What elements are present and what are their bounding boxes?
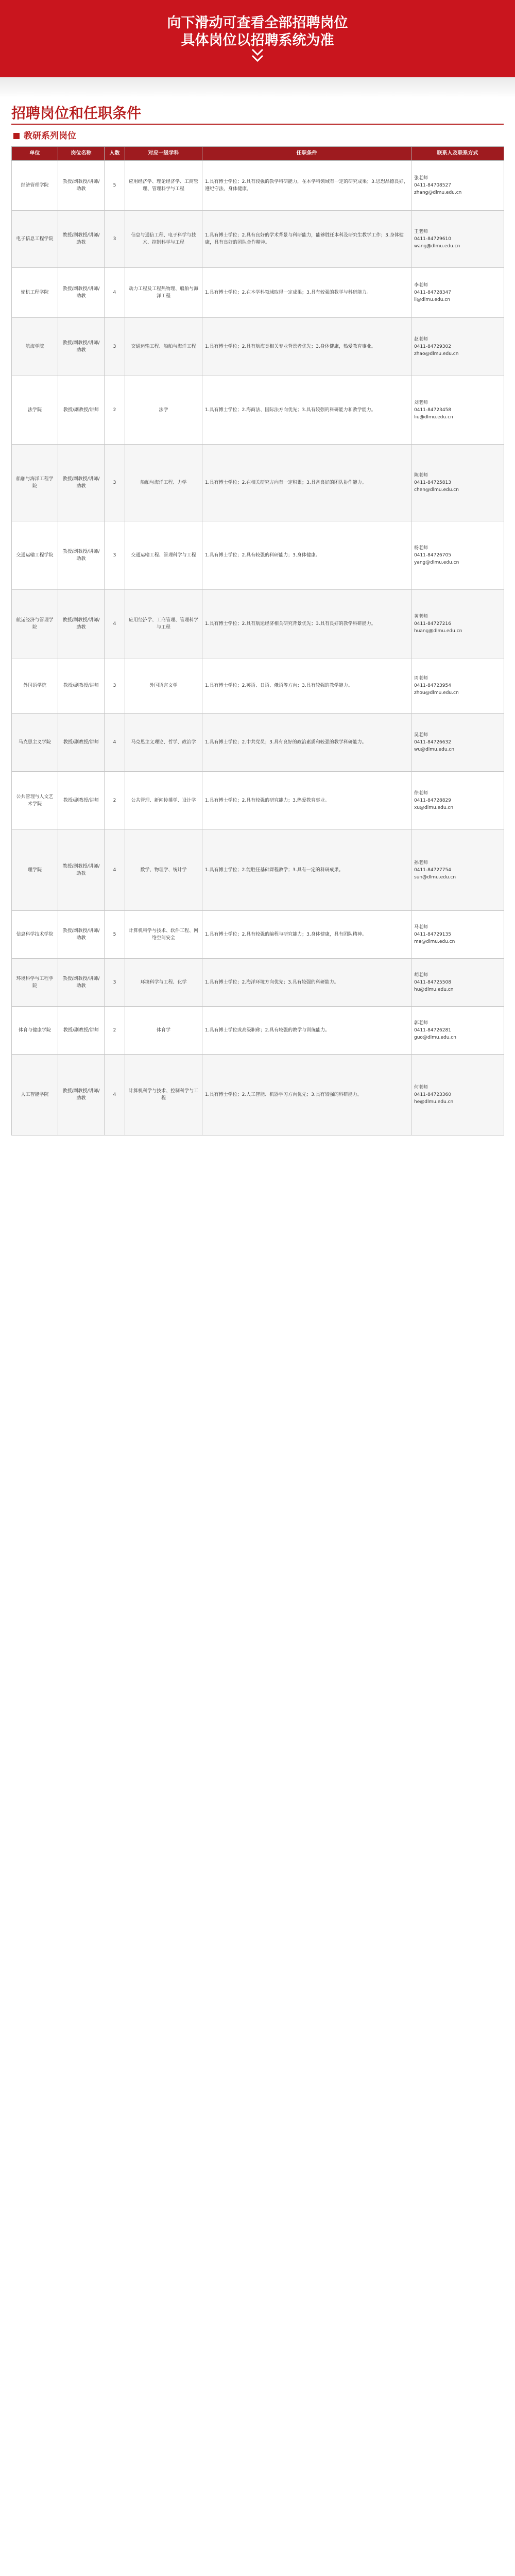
cell-count: 3 (105, 521, 125, 590)
table-row (12, 268, 504, 318)
cell-unit: 马克思主义学院 (12, 714, 58, 772)
square-bullet-icon (13, 133, 20, 139)
table-row (12, 376, 504, 445)
cell-contact: 黄老师 0411-84727216 huang@dlmu.edu.cn (411, 590, 504, 658)
cell-field: 体育学 (125, 1007, 202, 1055)
cell-field: 数学、物理学、统计学 (125, 830, 202, 911)
banner-line-1: 向下滑动可查看全部招聘岗位 (167, 15, 348, 31)
cell-requirements: 1.具有博士学位；2.在相关研究方向有一定积累；3.具备良好的团队协作能力。 (202, 445, 411, 521)
cell-count: 2 (105, 772, 125, 830)
cell-requirements: 1.具有博士学位；2.人工智能、机器学习方向优先；3.具有较强的科研能力。 (202, 1055, 411, 1136)
cell-contact: 马老师 0411-84729135 ma@dlmu.edu.cn (411, 911, 504, 959)
cell-count: 3 (105, 959, 125, 1007)
col-header-field: 对应一级学科 (125, 147, 202, 161)
cell-count: 4 (105, 268, 125, 318)
table-row (12, 590, 504, 658)
cell-requirements: 1.具有博士学位；2.具有航海类相关专业背景者优先；3.身体健康，热爱教育事业。 (202, 318, 411, 376)
table-row (12, 1007, 504, 1055)
table-row (12, 211, 504, 268)
cell-field: 计算机科学与技术、软件工程、网络空间安全 (125, 911, 202, 959)
jobs-table (11, 146, 504, 1136)
table-row (12, 911, 504, 959)
cell-contact: 陈老师 0411-84725813 chen@dlmu.edu.cn (411, 445, 504, 521)
cell-field: 动力工程及工程热物理、船舶与海洋工程 (125, 268, 202, 318)
cell-count: 5 (105, 161, 125, 211)
double-chevron-down-icon (247, 44, 268, 65)
cell-field: 应用经济学、工商管理、管理科学与工程 (125, 590, 202, 658)
cell-position: 教授/副教授/讲师/助教 (58, 1055, 105, 1136)
cell-unit: 电子信息工程学院 (12, 211, 58, 268)
cell-count: 5 (105, 911, 125, 959)
cell-field: 法学 (125, 376, 202, 445)
cell-field: 计算机科学与技术、控制科学与工程 (125, 1055, 202, 1136)
cell-requirements: 1.具有博士学位；2.具有较强的科研能力；3.身体健康。 (202, 521, 411, 590)
section-title: 招聘岗位和任职条件 (11, 105, 142, 122)
section-header (11, 103, 504, 126)
cell-contact: 周老师 0411-84723954 zhou@dlmu.edu.cn (411, 658, 504, 714)
cell-position: 教授/副教授/讲师/助教 (58, 445, 105, 521)
cell-position: 教授/副教授/讲师/助教 (58, 268, 105, 318)
cell-position: 教授/副教授/讲师 (58, 772, 105, 830)
banner-shadow (0, 77, 515, 98)
cell-contact: 刘老师 0411-84723458 liu@dlmu.edu.cn (411, 376, 504, 445)
cell-contact: 吴老师 0411-84726632 wu@dlmu.edu.cn (411, 714, 504, 772)
subsection-header (11, 130, 504, 143)
cell-count: 4 (105, 590, 125, 658)
cell-field: 船舶与海洋工程、力学 (125, 445, 202, 521)
table-row (12, 658, 504, 714)
cell-contact: 孙老师 0411-84727754 sun@dlmu.edu.cn (411, 830, 504, 911)
cell-field: 交通运输工程、船舶与海洋工程 (125, 318, 202, 376)
table-row (12, 830, 504, 911)
cell-unit: 人工智能学院 (12, 1055, 58, 1136)
cell-unit: 理学院 (12, 830, 58, 911)
cell-count: 4 (105, 714, 125, 772)
cell-unit: 轮机工程学院 (12, 268, 58, 318)
col-header-unit: 单位 (12, 147, 58, 161)
cell-unit: 法学院 (12, 376, 58, 445)
col-header-contact: 联系人及联系方式 (411, 147, 504, 161)
cell-field: 公共管理、新闻传播学、设计学 (125, 772, 202, 830)
col-header-position: 岗位名称 (58, 147, 105, 161)
cell-contact: 李老师 0411-84728347 li@dlmu.edu.cn (411, 268, 504, 318)
table-row (12, 445, 504, 521)
cell-requirements: 1.具有博士学位；2.具有航运经济相关研究背景优先；3.具有良好的教学科研能力。 (202, 590, 411, 658)
cell-contact: 张老师 0411-84708527 zhang@dlmu.edu.cn (411, 161, 504, 211)
table-row (12, 959, 504, 1007)
col-header-count: 人数 (105, 147, 125, 161)
table-row (12, 521, 504, 590)
table-header-row (12, 147, 504, 161)
cell-count: 3 (105, 445, 125, 521)
cell-unit: 航海学院 (12, 318, 58, 376)
cell-count: 2 (105, 1007, 125, 1055)
col-header-requirements: 任职条件 (202, 147, 411, 161)
cell-unit: 交通运输工程学院 (12, 521, 58, 590)
cell-unit: 经济管理学院 (12, 161, 58, 211)
cell-position: 教授/副教授/讲师 (58, 1007, 105, 1055)
cell-position: 教授/副教授/讲师/助教 (58, 161, 105, 211)
cell-unit: 航运经济与管理学院 (12, 590, 58, 658)
cell-unit: 公共管理与人文艺术学院 (12, 772, 58, 830)
cell-count: 3 (105, 318, 125, 376)
cell-contact: 徐老师 0411-84728829 xu@dlmu.edu.cn (411, 772, 504, 830)
cell-unit: 环境科学与工程学院 (12, 959, 58, 1007)
cell-position: 教授/副教授/讲师/助教 (58, 959, 105, 1007)
cell-count: 3 (105, 211, 125, 268)
cell-count: 2 (105, 376, 125, 445)
cell-position: 教授/副教授/讲师/助教 (58, 521, 105, 590)
cell-position: 教授/副教授/讲师/助教 (58, 590, 105, 658)
cell-unit: 船舶与海洋工程学院 (12, 445, 58, 521)
cell-contact: 王老师 0411-84729610 wang@dlmu.edu.cn (411, 211, 504, 268)
cell-position: 教授/副教授/讲师/助教 (58, 318, 105, 376)
cell-requirements: 1.具有博士学位；2.具有较强的教学科研能力，在本学科领域有一定的研究成果；3.思想品德良好，遵纪守法，身体健康。 (202, 161, 411, 211)
cell-field: 马克思主义理论、哲学、政治学 (125, 714, 202, 772)
cell-field: 环境科学与工程、化学 (125, 959, 202, 1007)
cell-requirements: 1.具有博士学位；2.英语、日语、俄语等方向；3.具有较强的教学能力。 (202, 658, 411, 714)
cell-requirements: 1.具有博士学位；2.中共党员；3.具有良好的政治素质和较强的教学科研能力。 (202, 714, 411, 772)
cell-unit: 体育与健康学院 (12, 1007, 58, 1055)
cell-requirements: 1.具有博士学位；2.在本学科领域取得一定成果；3.具有较强的教学与科研能力。 (202, 268, 411, 318)
cell-position: 教授/副教授/讲师/助教 (58, 830, 105, 911)
cell-unit: 外国语学院 (12, 658, 58, 714)
table-row (12, 318, 504, 376)
cell-requirements: 1.具有博士学位；2.能胜任基础课程教学；3.具有一定的科研成果。 (202, 830, 411, 911)
cell-contact: 杨老师 0411-84726705 yang@dlmu.edu.cn (411, 521, 504, 590)
cell-field: 外国语言文学 (125, 658, 202, 714)
cell-requirements: 1.具有博士学位；2.海洋环境方向优先；3.具有较强的科研能力。 (202, 959, 411, 1007)
table-row (12, 772, 504, 830)
cell-contact: 郭老师 0411-84726281 guo@dlmu.edu.cn (411, 1007, 504, 1055)
cell-count: 4 (105, 830, 125, 911)
cell-position: 教授/副教授/讲师/助教 (58, 911, 105, 959)
cell-count: 4 (105, 1055, 125, 1136)
cell-field: 信息与通信工程、电子科学与技术、控制科学与工程 (125, 211, 202, 268)
cell-position: 教授/副教授/讲师 (58, 376, 105, 445)
cell-requirements: 1.具有博士学位或高级职称；2.具有较强的教学与训练能力。 (202, 1007, 411, 1055)
cell-field: 应用经济学、理论经济学、工商管理、管理科学与工程 (125, 161, 202, 211)
cell-requirements: 1.具有博士学位；2.具有较强的编程与研究能力；3.身体健康，具有团队精神。 (202, 911, 411, 959)
cell-field: 交通运输工程、管理科学与工程 (125, 521, 202, 590)
cell-count: 3 (105, 658, 125, 714)
cell-requirements: 1.具有博士学位；2.具有较强的研究能力；3.热爱教育事业。 (202, 772, 411, 830)
cell-position: 教授/副教授/讲师/助教 (58, 211, 105, 268)
cell-unit: 信息科学技术学院 (12, 911, 58, 959)
section-divider (11, 124, 504, 125)
top-banner (0, 0, 515, 77)
table-row (12, 714, 504, 772)
banner-line-2: 具体岗位以招聘系统为准 (181, 32, 334, 48)
subsection-title: 教研系列岗位 (24, 131, 76, 141)
table-row (12, 161, 504, 211)
cell-requirements: 1.具有博士学位；2.海商法、国际法方向优先；3.具有较强的科研能力和教学能力。 (202, 376, 411, 445)
cell-contact: 赵老师 0411-84729302 zhao@dlmu.edu.cn (411, 318, 504, 376)
cell-position: 教授/副教授/讲师 (58, 658, 105, 714)
cell-requirements: 1.具有博士学位；2.具有良好的学术背景与科研能力，能够胜任本科及研究生教学工作；3.身体健康，具有良好的团队合作精神。 (202, 211, 411, 268)
cell-position: 教授/副教授/讲师 (58, 714, 105, 772)
table-row (12, 1055, 504, 1136)
cell-contact: 胡老师 0411-84725508 hu@dlmu.edu.cn (411, 959, 504, 1007)
cell-contact: 何老师 0411-84723360 he@dlmu.edu.cn (411, 1055, 504, 1136)
